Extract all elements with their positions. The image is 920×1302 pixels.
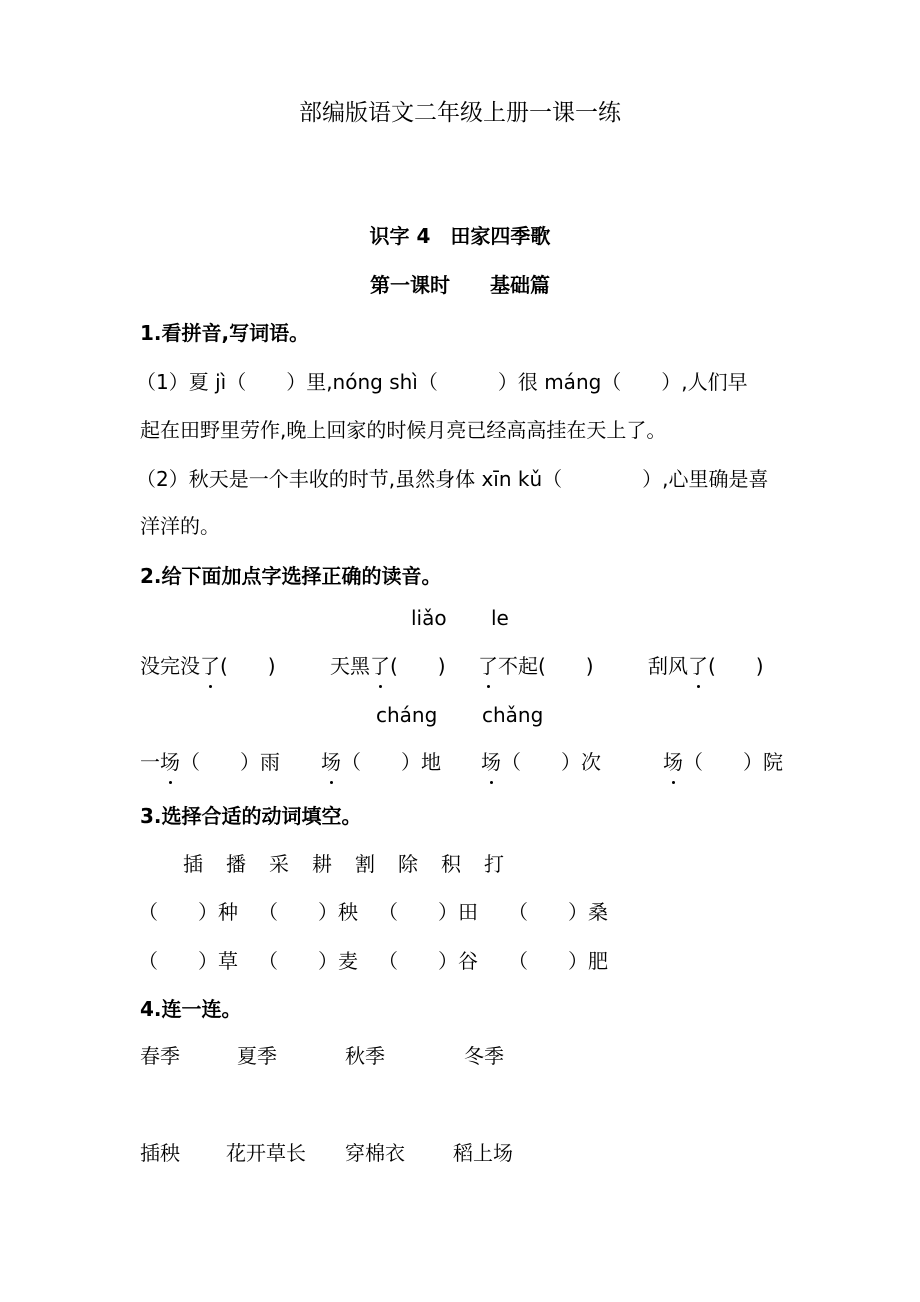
document-title: 部编版语文二年级上册一课一练 bbox=[299, 100, 621, 126]
q2-item-7: 场（ ）次 bbox=[481, 746, 601, 775]
verb-option: 采 bbox=[269, 852, 289, 876]
activity-item: 花开草长 bbox=[226, 1141, 306, 1165]
verb-option: 插 bbox=[183, 852, 203, 876]
pinyin-option-le: le bbox=[491, 606, 509, 630]
dotted-char: 场 bbox=[160, 746, 180, 775]
q3-heading: 3.选择合适的动词填空。 bbox=[140, 804, 362, 828]
dotted-char: 了 bbox=[370, 650, 390, 679]
q4-heading: 4.连一连。 bbox=[140, 997, 242, 1021]
q2-item-6: 场（ ）地 bbox=[321, 746, 441, 775]
season-item: 春季 bbox=[140, 1044, 180, 1068]
q2-heading: 2.给下面加点字选择正确的读音。 bbox=[140, 564, 442, 588]
activity-item: 插秧 bbox=[140, 1141, 180, 1165]
pinyin-option-chang3: chǎng bbox=[482, 703, 544, 727]
q1-heading: 1.看拼音,写词语。 bbox=[140, 321, 310, 345]
dotted-char: 了 bbox=[200, 650, 220, 679]
season-item: 秋季 bbox=[345, 1044, 385, 1068]
q2-item-5: 一场（ ）雨 bbox=[140, 746, 280, 775]
q1-part1-line1: （1）夏 jì（ ）里,nóng shì（ ）很 máng（ ）,人们早 bbox=[136, 370, 748, 394]
q1-part2-line2: 洋洋的。 bbox=[140, 514, 220, 538]
verb-option: 耕 bbox=[312, 852, 332, 876]
q2-item-2: 天黑了( ) bbox=[330, 650, 446, 679]
q3-blank-item: （ ）田 bbox=[378, 900, 478, 924]
q2-item-1: 没完没了( ) bbox=[140, 650, 276, 679]
dotted-char: 场 bbox=[321, 746, 341, 775]
q3-blank-item: （ ）麦 bbox=[258, 949, 358, 973]
verb-option: 除 bbox=[398, 852, 418, 876]
verb-option: 打 bbox=[484, 852, 504, 876]
lesson-title: 识字 4 田家四季歌 bbox=[369, 224, 551, 248]
q2-item-4: 刮风了( ) bbox=[648, 650, 764, 679]
pinyin-option-liao: liǎo bbox=[411, 606, 447, 630]
q3-blank-item: （ ）桑 bbox=[508, 900, 608, 924]
q3-blank-item: （ ）秧 bbox=[258, 900, 358, 924]
q3-blank-item: （ ）谷 bbox=[378, 949, 478, 973]
verb-option: 积 bbox=[441, 852, 461, 876]
dotted-char: 了 bbox=[688, 650, 708, 679]
dotted-char: 场 bbox=[663, 746, 683, 775]
verb-option: 割 bbox=[355, 852, 375, 876]
activity-item: 稻上场 bbox=[453, 1141, 513, 1165]
q2-item-3: 了不起( ) bbox=[478, 650, 594, 679]
q3-blank-item: （ ）肥 bbox=[508, 949, 608, 973]
q2-item-8: 场（ ）院 bbox=[663, 746, 783, 775]
activity-item: 穿棉衣 bbox=[345, 1141, 405, 1165]
pinyin-option-chang2: cháng bbox=[376, 703, 438, 727]
q3-blank-item: （ ）种 bbox=[138, 900, 238, 924]
lesson-subtitle: 第一课时 基础篇 bbox=[370, 273, 550, 297]
q3-blank-item: （ ）草 bbox=[138, 949, 238, 973]
verb-option: 播 bbox=[226, 852, 246, 876]
dotted-char: 了 bbox=[478, 650, 498, 679]
q1-part2-line1: （2）秋天是一个丰收的时节,虽然身体 xīn kǔ（ ）,心里确是喜 bbox=[136, 467, 769, 491]
q1-part1-line2: 起在田野里劳作,晚上回家的时候月亮已经高高挂在天上了。 bbox=[140, 418, 667, 442]
dotted-char: 场 bbox=[481, 746, 501, 775]
season-item: 夏季 bbox=[237, 1044, 277, 1068]
season-item: 冬季 bbox=[464, 1044, 504, 1068]
